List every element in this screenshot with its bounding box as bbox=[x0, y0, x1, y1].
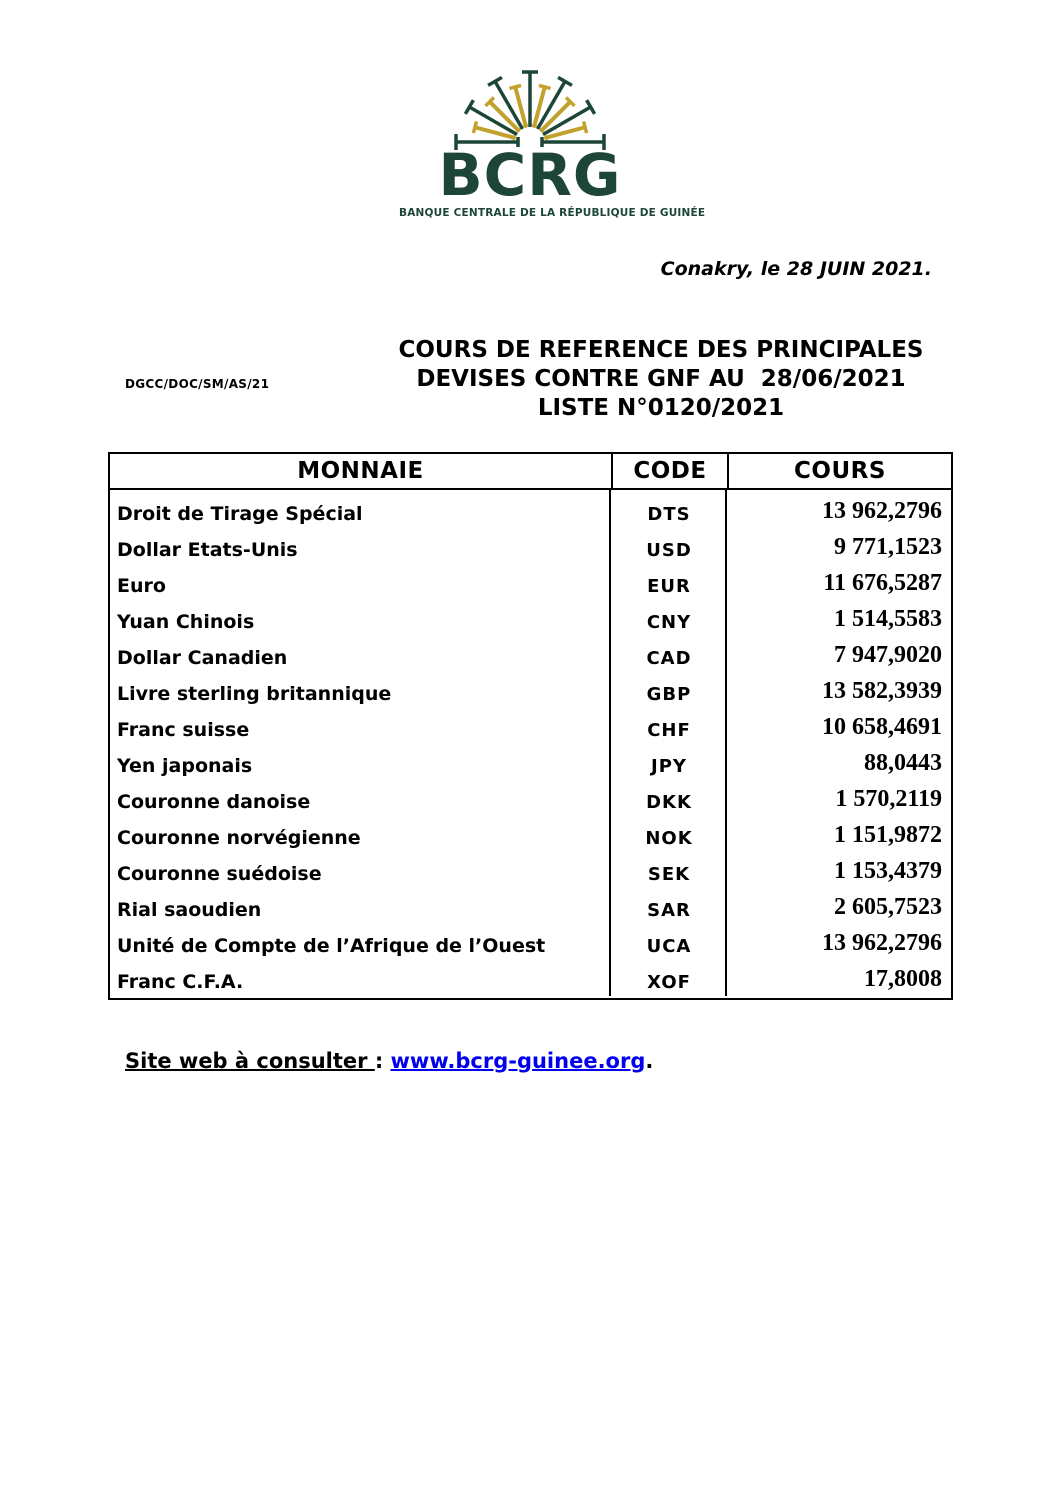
currency-name: Dollar Etats-Unis bbox=[117, 539, 298, 561]
currency-code: XOF bbox=[647, 971, 691, 993]
document-title bbox=[320, 336, 1002, 423]
currency-rate: 10 658,4691 bbox=[822, 713, 942, 740]
currency-name: Dollar Canadien bbox=[117, 647, 288, 669]
currency-code: EUR bbox=[647, 575, 691, 597]
website-line bbox=[125, 1049, 653, 1073]
currency-code: JPY bbox=[651, 755, 687, 777]
currency-rate: 88,0443 bbox=[864, 749, 942, 776]
table-row bbox=[110, 712, 951, 748]
currency-code: USD bbox=[646, 539, 692, 561]
currency-rate: 1 514,5583 bbox=[834, 605, 942, 632]
currency-name: Livre sterling britannique bbox=[117, 683, 392, 705]
currency-name: Euro bbox=[117, 575, 166, 597]
table-row bbox=[110, 820, 951, 856]
currency-name: Yuan Chinois bbox=[117, 611, 255, 633]
reference-number: DGCC/DOC/SM/AS/21 bbox=[125, 377, 270, 391]
logo-tagline: BANQUE CENTRALE DE LA RÉPUBLIQUE DE GUINÉE bbox=[399, 207, 706, 219]
table-row bbox=[110, 532, 951, 568]
currency-name: Unité de Compte de l’Afrique de l’Ouest bbox=[117, 935, 546, 957]
column-divider bbox=[609, 490, 611, 996]
website-separator: : bbox=[374, 1049, 391, 1073]
table-row bbox=[110, 784, 951, 820]
currency-name: Yen japonais bbox=[117, 755, 253, 777]
currency-rate: 13 582,3939 bbox=[822, 677, 942, 704]
table-body bbox=[110, 490, 951, 996]
header-monnaie: MONNAIE bbox=[297, 458, 424, 484]
currency-code: GBP bbox=[646, 683, 692, 705]
currency-code: SEK bbox=[647, 863, 691, 885]
currency-code: CNY bbox=[646, 611, 692, 633]
currency-name: Couronne norvégienne bbox=[117, 827, 361, 849]
currency-rate: 1 570,2119 bbox=[835, 785, 942, 812]
currency-rate: 1 153,4379 bbox=[834, 857, 942, 884]
table-row bbox=[110, 856, 951, 892]
currency-rate: 1 151,9872 bbox=[834, 821, 942, 848]
currency-name: Rial saoudien bbox=[117, 899, 262, 921]
currency-rate: 2 605,7523 bbox=[834, 893, 942, 920]
header-cours: COURS bbox=[727, 454, 951, 488]
currency-code: UCA bbox=[646, 935, 692, 957]
table-row bbox=[110, 892, 951, 928]
table-row bbox=[110, 640, 951, 676]
currency-rate: 7 947,9020 bbox=[834, 641, 942, 668]
currency-code: SAR bbox=[647, 899, 691, 921]
currency-code: DKK bbox=[646, 791, 692, 813]
website-label: Site web à consulter bbox=[125, 1049, 375, 1073]
table-row bbox=[110, 676, 951, 712]
title-line-3: LISTE N°0120/2021 bbox=[537, 395, 785, 421]
currency-rate: 17,8008 bbox=[864, 965, 942, 992]
table-row bbox=[110, 604, 951, 640]
currency-rate: 11 676,5287 bbox=[823, 569, 942, 596]
currency-name: Couronne danoise bbox=[117, 791, 311, 813]
currency-name: Couronne suédoise bbox=[117, 863, 322, 885]
currency-code: CAD bbox=[646, 647, 692, 669]
logo-wordmark: BCRG bbox=[438, 141, 622, 209]
currency-rate: 9 771,1523 bbox=[834, 533, 942, 560]
table-row bbox=[110, 928, 951, 964]
header-code: CODE bbox=[611, 454, 727, 488]
table-row bbox=[110, 964, 951, 1000]
bcrg-logo bbox=[399, 62, 706, 219]
table-row bbox=[110, 496, 951, 532]
currency-rate: 13 962,2796 bbox=[822, 929, 942, 956]
rates-table bbox=[108, 452, 953, 1000]
date-line: Conakry, le 28 JUIN 2021. bbox=[660, 258, 932, 280]
currency-code: CHF bbox=[647, 719, 691, 741]
currency-code: NOK bbox=[645, 827, 693, 849]
website-period: . bbox=[645, 1049, 654, 1073]
table-header-row bbox=[110, 454, 951, 490]
table-row bbox=[110, 568, 951, 604]
currency-name: Franc suisse bbox=[117, 719, 250, 741]
title-line-2: DEVISES CONTRE GNF AU 28/06/2021 bbox=[416, 366, 906, 392]
currency-name: Franc C.F.A. bbox=[117, 971, 244, 993]
currency-rate: 13 962,2796 bbox=[822, 497, 942, 524]
currency-code: DTS bbox=[647, 503, 691, 525]
currency-name: Droit de Tirage Spécial bbox=[117, 503, 363, 525]
title-line-1: COURS DE REFERENCE DES PRINCIPALES bbox=[398, 337, 924, 363]
website-link[interactable]: www.bcrg-guinee.org bbox=[390, 1049, 646, 1073]
table-row bbox=[110, 748, 951, 784]
sunburst-horns-icon bbox=[445, 62, 615, 150]
